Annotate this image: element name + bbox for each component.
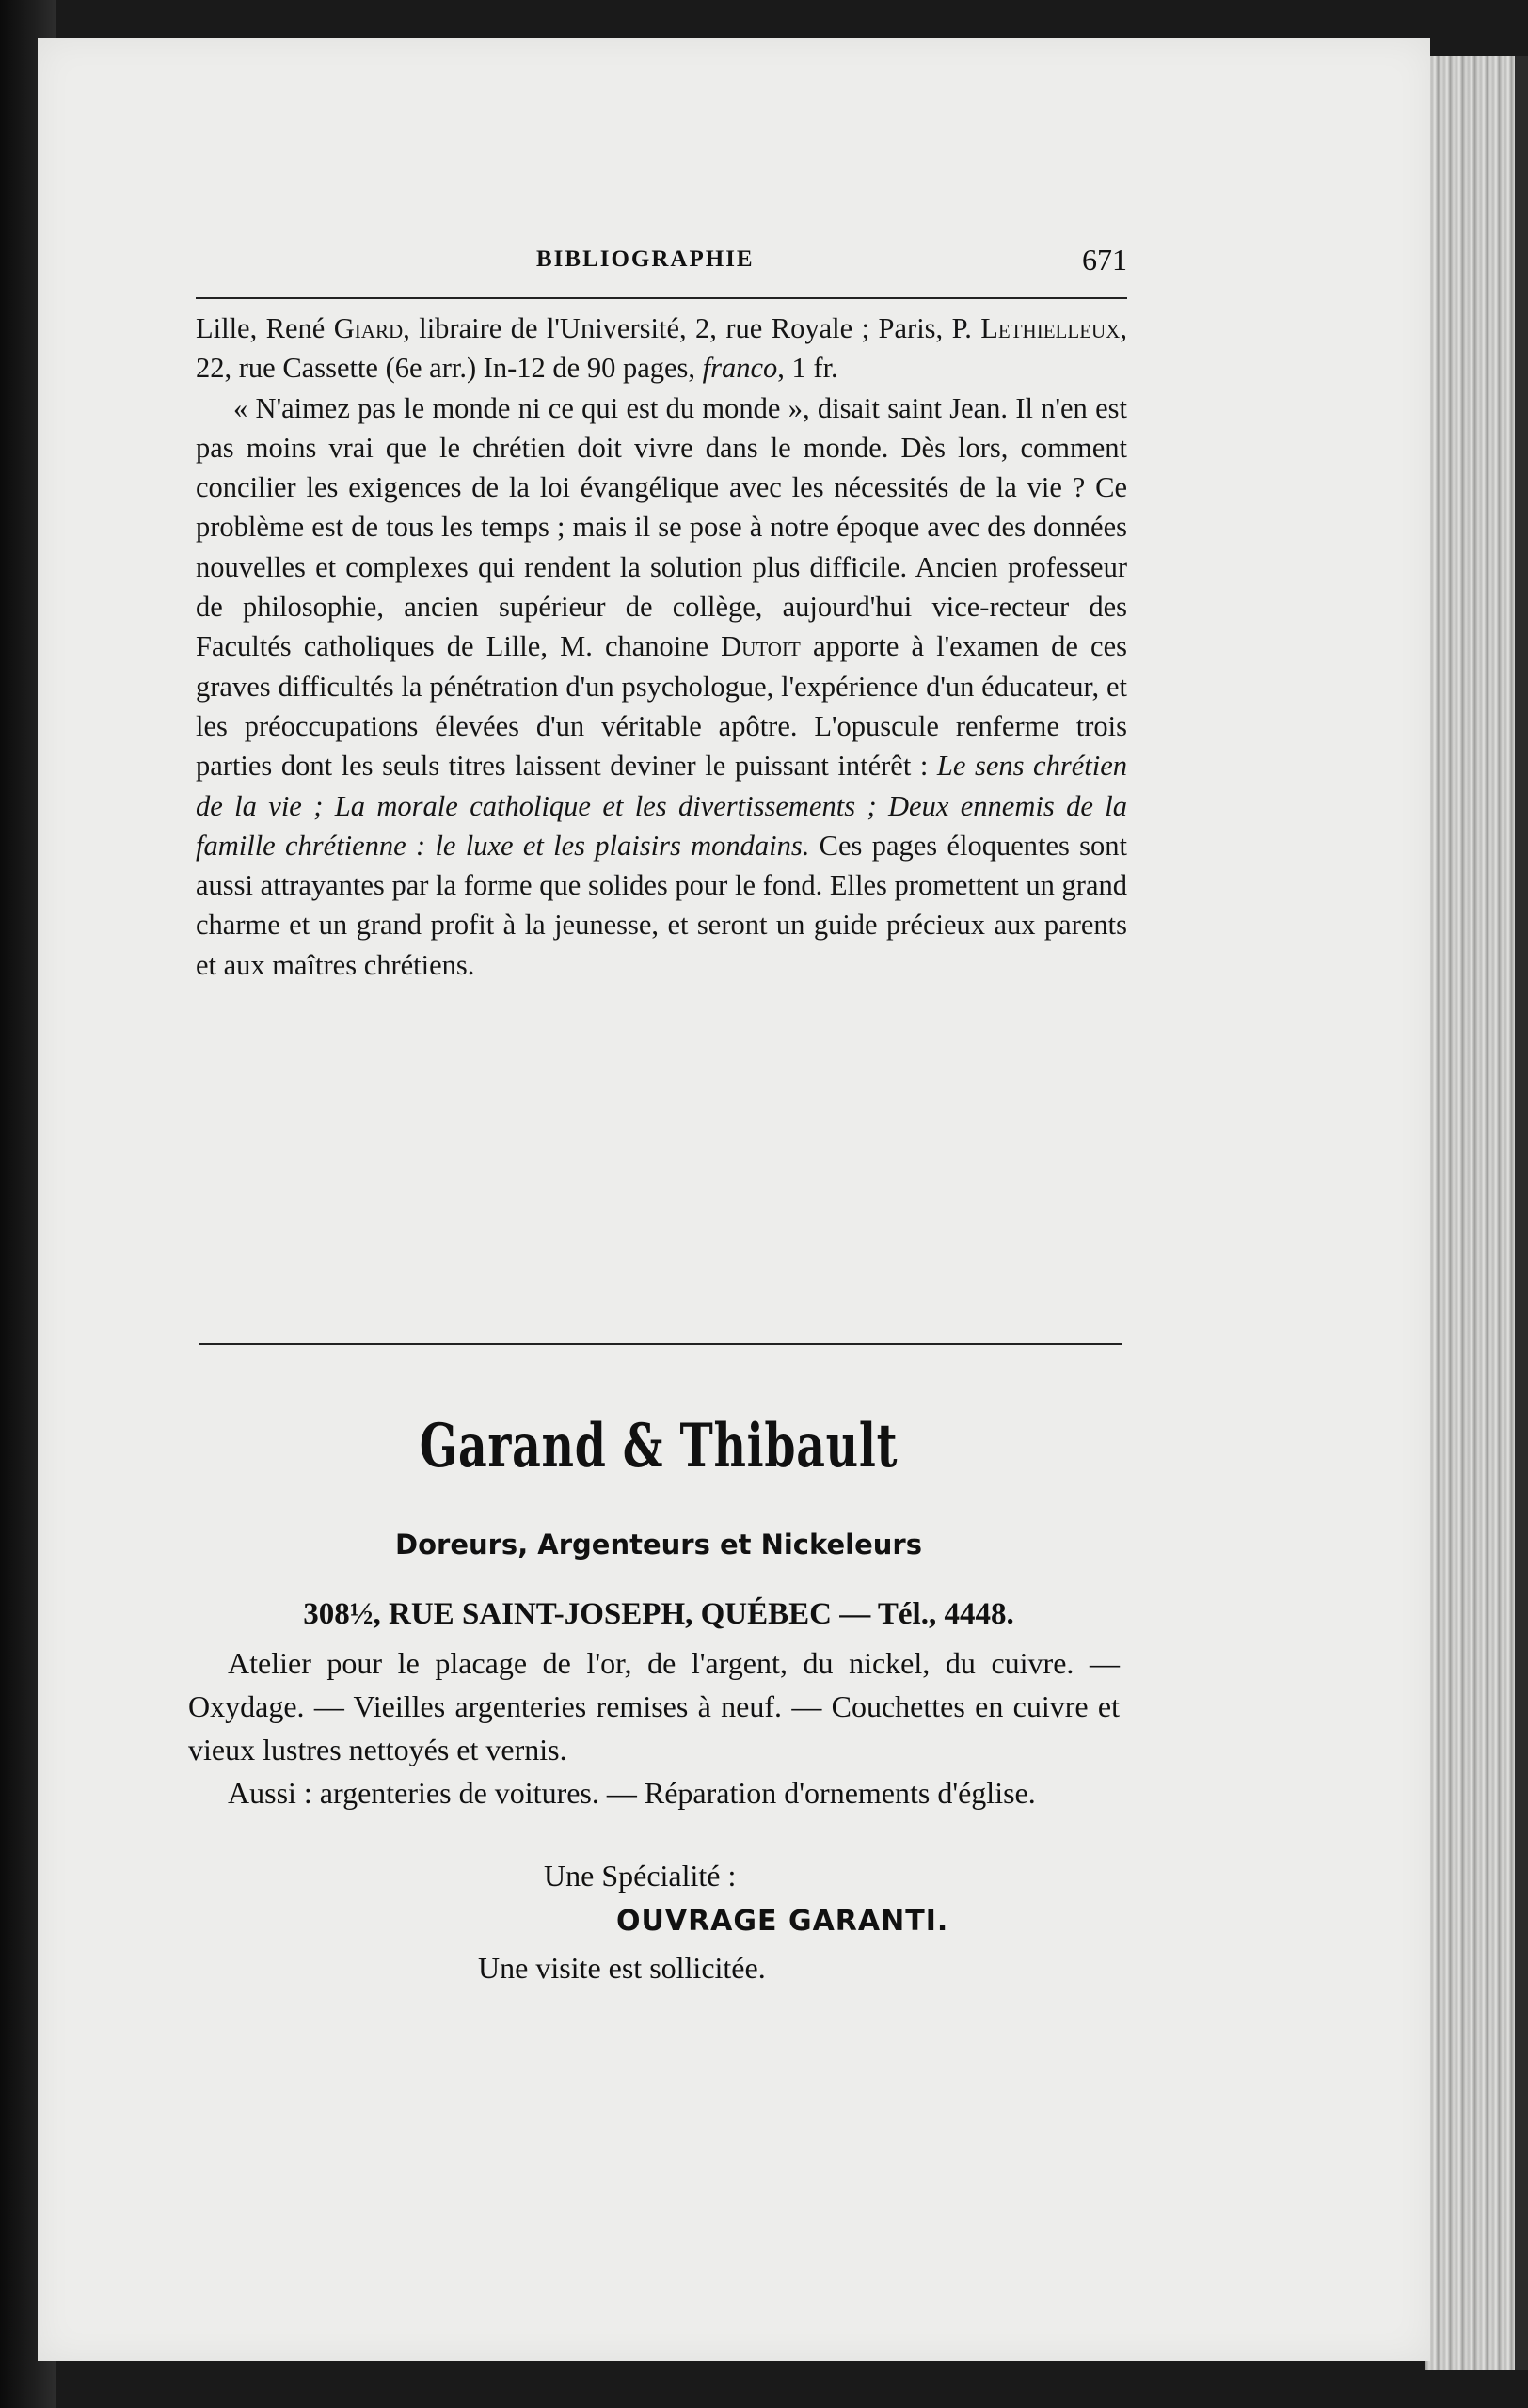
imprint-text-a: Lille, René xyxy=(196,312,334,344)
ad-extra-services: Aussi : argenteries de voitures. — Réparation d'ornements d'église. xyxy=(228,1776,1036,1810)
firm-address: 308½, RUE SAINT-JOSEPH, QUÉBEC — Tél., 4448. xyxy=(303,1597,1014,1631)
visit-line: Une visite est sollicitée. xyxy=(478,1951,766,1985)
page-stack-edge xyxy=(1425,56,1515,2370)
review-text-a: « N'aimez pas le monde ni ce qui est du monde », disait saint Jean. Il n'en est pas moins vrai que le chrétien doit vivre dans le monde. Dès lors, comment concilier les exigences de la loi évangélique avec les nécessités de la vie ? Ce problème est de tous les temps ; mais il se pose à notre époque avec des données nouvelles et complexes qui rendent la solution plus difficile. Ancien professeur de philosophie, ancien supérieur de collège, aujourd'hui vice-recteur des Facultés catholiques de Lille, M. chanoine xyxy=(196,391,1127,663)
review-imprint xyxy=(196,309,1127,388)
page-number: 671 xyxy=(1082,243,1127,277)
header-rule xyxy=(196,297,1127,299)
author-name: Dutoit xyxy=(721,630,801,663)
imprint-franco: franco xyxy=(702,352,778,385)
firm-name: Garand & Thibault xyxy=(419,1411,899,1481)
firm-trade: Doreurs, Argenteurs et Nickeleurs xyxy=(395,1529,922,1560)
page-header xyxy=(196,243,1127,284)
review-text-b: apporte à l'examen de ces graves difficultés la pénétration d'un psychologue, l'expérience d'un éducateur, et les préoccupations élevées d'un véritable apôtre. L'opuscule renferme trois parties dont les seuls titres laissent deviner le puissant intérêt : xyxy=(196,630,1127,783)
specialty-label: Une Spécialité : xyxy=(544,1859,737,1893)
imprint-price: , 1 fr. xyxy=(777,352,838,385)
imprint-text-c: , 22, rue Cassette (6e arr.) In-12 de 90 pages, xyxy=(196,312,1127,385)
review-paragraph xyxy=(196,388,1127,985)
running-head: BIBLIOGRAPHIE xyxy=(536,246,755,272)
publisher-name-1: Giard xyxy=(333,312,404,344)
section-divider xyxy=(199,1343,1122,1345)
ad-services: Atelier pour le placage de l'or, de l'argent, du nickel, du cuivre. — Oxydage. — Vieilles argenteries remises à neuf. — Couchettes en cuivre et vieux lustres nettoyés et vernis. xyxy=(188,1646,1120,1766)
guarantee-line: OUVRAGE GARANTI. xyxy=(616,1905,949,1938)
ad-body xyxy=(188,1641,1120,1814)
book-review xyxy=(196,309,1127,985)
publisher-name-2: Lethielleux xyxy=(980,312,1121,344)
section-titles: Le sens chrétien de la vie ; La morale catholique et les divertissements ; Deux ennemis de la famille chrétienne : le luxe et les plaisirs mondains. xyxy=(196,750,1127,862)
review-text-c: Ces pages éloquentes sont aussi attrayantes par la forme que solides pour le fond. Elles promettent un grand charme et un grand profit à la jeunesse, et seront un guide précieux aux parents et aux maîtres chrétiens. xyxy=(196,829,1127,981)
imprint-text-b: , libraire de l'Université, 2, rue Royale ; Paris, P. xyxy=(403,312,981,344)
